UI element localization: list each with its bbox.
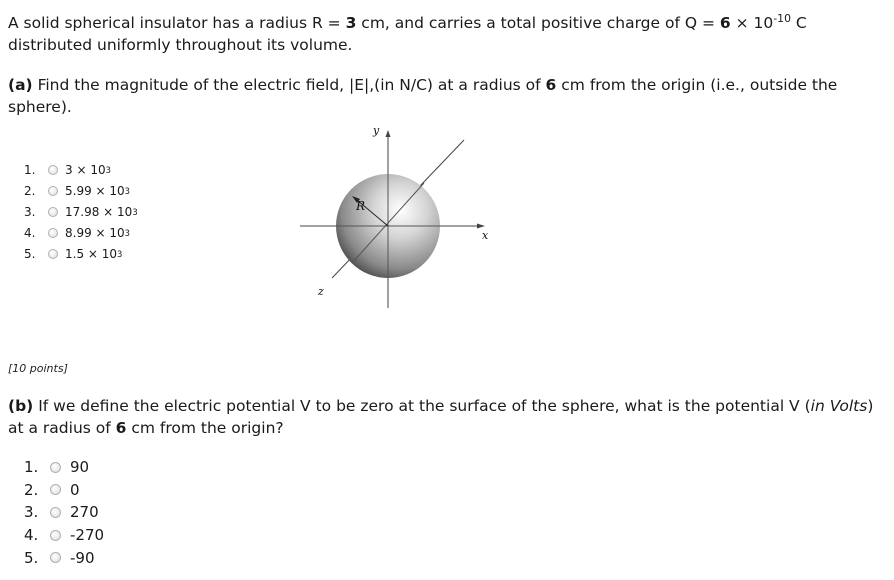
option-b-5[interactable]: 5. -90 (24, 548, 95, 567)
radio-button[interactable] (48, 207, 58, 217)
radio-button[interactable] (50, 552, 61, 563)
radio-button[interactable] (48, 165, 58, 175)
question-a-label: (a) (8, 76, 33, 94)
option-b-1[interactable]: 1. 90 (24, 458, 90, 477)
options-a (24, 160, 138, 264)
radio-button[interactable] (50, 530, 61, 541)
problem-statement: A solid spherical insulator has a radius R = 3 cm, and carries a total positive charge of $Q = 6 \times 10^{-10}$ C distributed uniformly throughout its volume. (8, 12, 807, 54)
radio-button[interactable] (48, 228, 58, 238)
options-b (24, 456, 104, 569)
charge-exponent: -10 (773, 12, 791, 26)
option-b-3[interactable]: 3. 270 (24, 503, 99, 522)
radio-button[interactable] (48, 186, 58, 196)
x-axis-arrow (477, 224, 485, 229)
question-a: (a) Find the magnitude of the electric field, |E|,(in N/C) at a radius of 6 cm from the origin (i.e., outside the sphere). (8, 76, 838, 116)
label-x: x (482, 229, 489, 242)
question-b-label: (b) (8, 397, 34, 415)
option-a-3[interactable]: 3. 17.98 × 10 3 (24, 204, 138, 219)
y-axis-arrow (386, 130, 391, 137)
label-r: R (356, 199, 366, 213)
label-z: z (318, 285, 324, 298)
sphere-figure (296, 120, 496, 310)
radius-value: 3 (345, 14, 357, 32)
radio-button[interactable] (50, 484, 61, 495)
question-a-radius: 6 (545, 76, 557, 94)
label-y: y (373, 124, 380, 137)
radio-button[interactable] (48, 249, 58, 259)
radio-button[interactable] (50, 462, 61, 473)
option-a-5[interactable]: 5. 1.5 × 10 3 (24, 246, 123, 261)
charge-value: 6 (719, 14, 731, 32)
option-b-2[interactable]: 2. 0 (24, 480, 80, 499)
question-b: (b) If we define the electric potential V to be zero at the surface of the sphere, what is the potential V (in Volts) at a radius of 6 cm from the origin? (8, 397, 874, 437)
option-a-4[interactable]: 4. 8.99 × 10 3 (24, 225, 131, 240)
option-a-1[interactable]: 1. 3 × 10 3 (24, 163, 111, 178)
option-a-2[interactable]: 2. 5.99 × 10 3 (24, 184, 131, 199)
points-label: [10 points] (8, 362, 68, 375)
radio-button[interactable] (50, 507, 61, 518)
question-b-radius: 6 (115, 419, 127, 437)
option-b-4[interactable]: 4. -270 (24, 526, 105, 545)
